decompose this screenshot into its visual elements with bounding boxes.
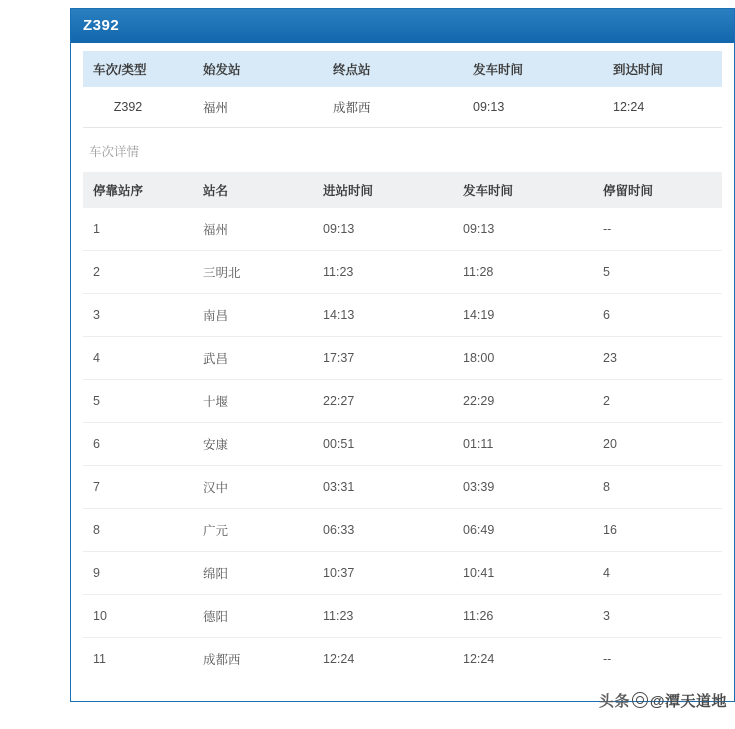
stop-arrive: 00:51 xyxy=(313,423,453,466)
stop-stay: 8 xyxy=(593,466,722,509)
stop-stay: 2 xyxy=(593,380,722,423)
stop-name: 绵阳 xyxy=(193,552,313,595)
table-row xyxy=(83,337,722,380)
stop-stay: 16 xyxy=(593,509,722,552)
stop-arrive: 11:23 xyxy=(313,595,453,638)
stop-stay: 6 xyxy=(593,294,722,337)
detail-header-out: 发车时间 xyxy=(453,172,593,208)
stop-depart: 10:41 xyxy=(453,552,593,595)
table-row xyxy=(83,251,722,294)
table-row xyxy=(83,552,722,595)
detail-table-body xyxy=(83,208,722,681)
detail-header-name: 站名 xyxy=(193,172,313,208)
summary-to: 成都西 xyxy=(323,87,463,127)
stop-stay: 3 xyxy=(593,595,722,638)
stop-arrive: 22:27 xyxy=(313,380,453,423)
stop-stay: 4 xyxy=(593,552,722,595)
stop-depart: 12:24 xyxy=(463,652,495,667)
stop-seq: 6 xyxy=(83,423,193,466)
stop-name: 德阳 xyxy=(193,595,313,638)
table-row xyxy=(83,638,722,681)
stop-depart: 14:19 xyxy=(453,294,593,337)
card-body xyxy=(71,43,734,681)
summary-header-arrive: 到达时间 xyxy=(603,51,722,87)
stop-depart: 09:13 xyxy=(453,208,593,251)
stop-name: 十堰 xyxy=(193,380,313,423)
stop-seq: 4 xyxy=(83,337,193,380)
summary-arrive: 12:24 xyxy=(603,87,722,127)
stop-stay: 5 xyxy=(593,251,722,294)
stop-depart: 11:28 xyxy=(453,251,593,294)
summary-from: 福州 xyxy=(193,87,323,127)
summary-train: Z392 xyxy=(83,87,193,127)
detail-header-row xyxy=(83,172,722,208)
detail-header-stay: 停留时间 xyxy=(593,172,722,208)
detail-header-in: 进站时间 xyxy=(313,172,453,208)
summary-header-row xyxy=(83,51,722,87)
stop-depart: 11:26 xyxy=(453,595,593,638)
stop-seq: 2 xyxy=(83,251,193,294)
stop-stay: 20 xyxy=(593,423,722,466)
stop-name: 成都西 xyxy=(203,653,241,668)
summary-table xyxy=(83,51,722,128)
stop-name: 三明北 xyxy=(193,251,313,294)
stop-name: 福州 xyxy=(193,208,313,251)
stop-seq: 11 xyxy=(93,652,106,667)
summary-header-from: 始发站 xyxy=(193,51,323,87)
detail-header-seq: 停靠站序 xyxy=(83,172,193,208)
stop-arrive: 11:23 xyxy=(313,251,453,294)
stop-depart: 18:00 xyxy=(453,337,593,380)
stop-name: 汉中 xyxy=(193,466,313,509)
stop-depart: 06:49 xyxy=(453,509,593,552)
stop-seq: 7 xyxy=(83,466,193,509)
stop-depart: 03:39 xyxy=(453,466,593,509)
stop-stay: 23 xyxy=(593,337,722,380)
stop-seq: 5 xyxy=(83,380,193,423)
summary-header-to: 终点站 xyxy=(323,51,463,87)
table-row xyxy=(83,423,722,466)
table-row xyxy=(83,466,722,509)
detail-table xyxy=(83,172,722,681)
stop-arrive: 06:33 xyxy=(313,509,453,552)
table-row xyxy=(83,595,722,638)
table-row xyxy=(83,380,722,423)
stop-seq: 9 xyxy=(83,552,193,595)
stop-seq: 1 xyxy=(83,208,193,251)
card-title: Z392 xyxy=(71,9,734,43)
watermark-handle: @潭天道地 xyxy=(649,693,727,710)
stop-seq: 8 xyxy=(83,509,193,552)
stop-depart: 01:11 xyxy=(453,423,593,466)
detail-section-label: 车次详情 xyxy=(89,144,140,159)
stop-seq: 3 xyxy=(83,294,193,337)
toutiao-logo-icon xyxy=(632,692,648,708)
stop-depart: 22:29 xyxy=(453,380,593,423)
stop-name: 南昌 xyxy=(193,294,313,337)
stop-name: 广元 xyxy=(193,509,313,552)
table-row xyxy=(83,208,722,251)
summary-row xyxy=(83,87,722,127)
watermark xyxy=(599,690,727,711)
stop-arrive: 10:37 xyxy=(313,552,453,595)
stop-stay: -- xyxy=(593,208,722,251)
summary-header-depart: 发车时间 xyxy=(463,51,603,87)
table-row xyxy=(83,509,722,552)
stop-arrive: 17:37 xyxy=(313,337,453,380)
summary-header-train: 车次/类型 xyxy=(83,51,193,87)
stop-arrive: 09:13 xyxy=(313,208,453,251)
stop-arrive: 12:24 xyxy=(323,652,355,667)
summary-depart: 09:13 xyxy=(463,87,603,127)
stop-arrive: 03:31 xyxy=(313,466,453,509)
stop-seq: 10 xyxy=(83,595,193,638)
train-card xyxy=(70,8,735,702)
stop-name: 武昌 xyxy=(193,337,313,380)
stop-stay: -- xyxy=(603,652,612,667)
stop-name: 安康 xyxy=(193,423,313,466)
stop-arrive: 14:13 xyxy=(313,294,453,337)
watermark-prefix: 头条 xyxy=(598,693,630,710)
table-row xyxy=(83,294,722,337)
